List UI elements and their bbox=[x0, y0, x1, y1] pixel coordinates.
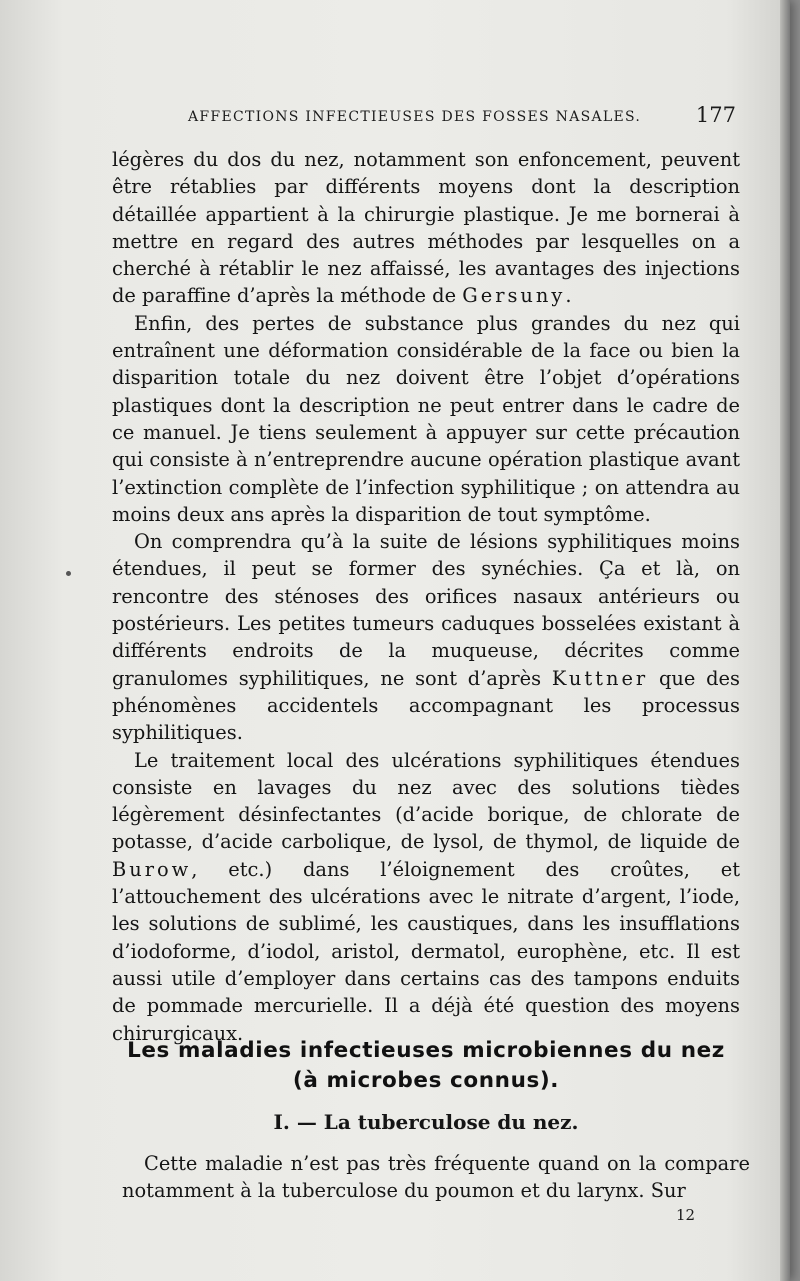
paragraph-1-end: . bbox=[565, 284, 572, 308]
paragraph-4-text-b: , etc.) dans l’éloignement des croûtes, et l’attouchement des ulcérations avec le nitrate d’argent, l’iode, les solutions de sublimé, les caustiques, dans les insufflations d’iodoforme, d’iodol, aristol, dermatol, europhène, etc. Il est aussi utile d’employer dans certains cas des tampons enduits de pommade mercurielle. Il a déjà été question des moyens chirurgicaux. bbox=[112, 857, 740, 1045]
author-name-gersuny: Gersuny bbox=[462, 284, 566, 308]
subsection-heading: I. — La tuberculose du nez. bbox=[273, 1110, 579, 1134]
paragraph-2: Enfin, des pertes de substance plus grandes du nez qui entraînent une déformation considérable de la face ou bien la disparition totale du nez doivent être l’objet d’opérations plastiques dont la description ne peut entrer dans le cadre de ce manuel. Je tiens seulement à appuyer sur cette précaution qui consiste à n’entreprendre aucune opération plastique avant l’extinction complète de l’infection syphilitique ; on attendra au moins deux ans après la disparition de tout symptôme. bbox=[112, 311, 740, 526]
author-name-burow: Burow bbox=[112, 857, 192, 881]
page-number: 177 bbox=[695, 103, 736, 127]
margin-speck bbox=[66, 571, 71, 576]
page-edge bbox=[780, 0, 790, 1281]
running-head-title: AFFECTIONS INFECTIEUSES DES FOSSES NASALES. bbox=[188, 109, 642, 125]
paragraph-3-text-b: que des phénomènes accidentels accompagnant les processus syphilitiques. bbox=[112, 666, 740, 745]
paragraph-3-text-a: On comprendra qu’à la suite de lésions syphilitiques moins étendues, il peut se former des synéchies. Ça et là, on rencontre des sténoses des orifices nasaux antérieurs ou postérieurs. Les petites tumeurs caduques bosselées existant à différents endroits de la muqueuse, décrites comme granulomes syphilitiques, ne sont d’après bbox=[112, 530, 740, 690]
section-text bbox=[122, 1150, 750, 1205]
running-head bbox=[112, 103, 740, 133]
section-heading-line-2: (à microbes connus). bbox=[292, 1068, 560, 1093]
paragraph-4-text-a: Le traitement local des ulcérations syphilitiques étendues consiste en lavages du nez avec des solutions tièdes légèrement désinfectantes (d’acide borique, de chlorate de potasse, d’acide carbolique, de lysol, de thymol, de liquide de bbox=[112, 748, 740, 854]
paragraph-1 bbox=[112, 146, 740, 310]
paragraph-4 bbox=[112, 747, 740, 1047]
section-heading bbox=[112, 1036, 740, 1096]
signature-mark: 12 bbox=[676, 1206, 696, 1224]
author-name-kuttner: Kuttner bbox=[551, 666, 649, 690]
section-paragraph: Cette maladie n’est pas très fréquente quand on la compare notamment à la tuberculose du poumon et du larynx. Sur bbox=[122, 1152, 750, 1203]
paragraph-3 bbox=[112, 528, 740, 746]
body-text bbox=[112, 146, 740, 1047]
section-heading-line-1: Les maladies infectieuses microbiennes du nez bbox=[127, 1038, 725, 1063]
paragraph-1-text: légères du dos du nez, notamment son enfoncement, peuvent être rétablies par différents moyens dont la description détaillée appartient à la chirurgie plastique. Je me bornerai à mettre en regard des autres méthodes par lesquelles on a cherché à rétablir le nez affaissé, les avantages des injections de paraffine d’après la méthode de bbox=[112, 148, 740, 308]
